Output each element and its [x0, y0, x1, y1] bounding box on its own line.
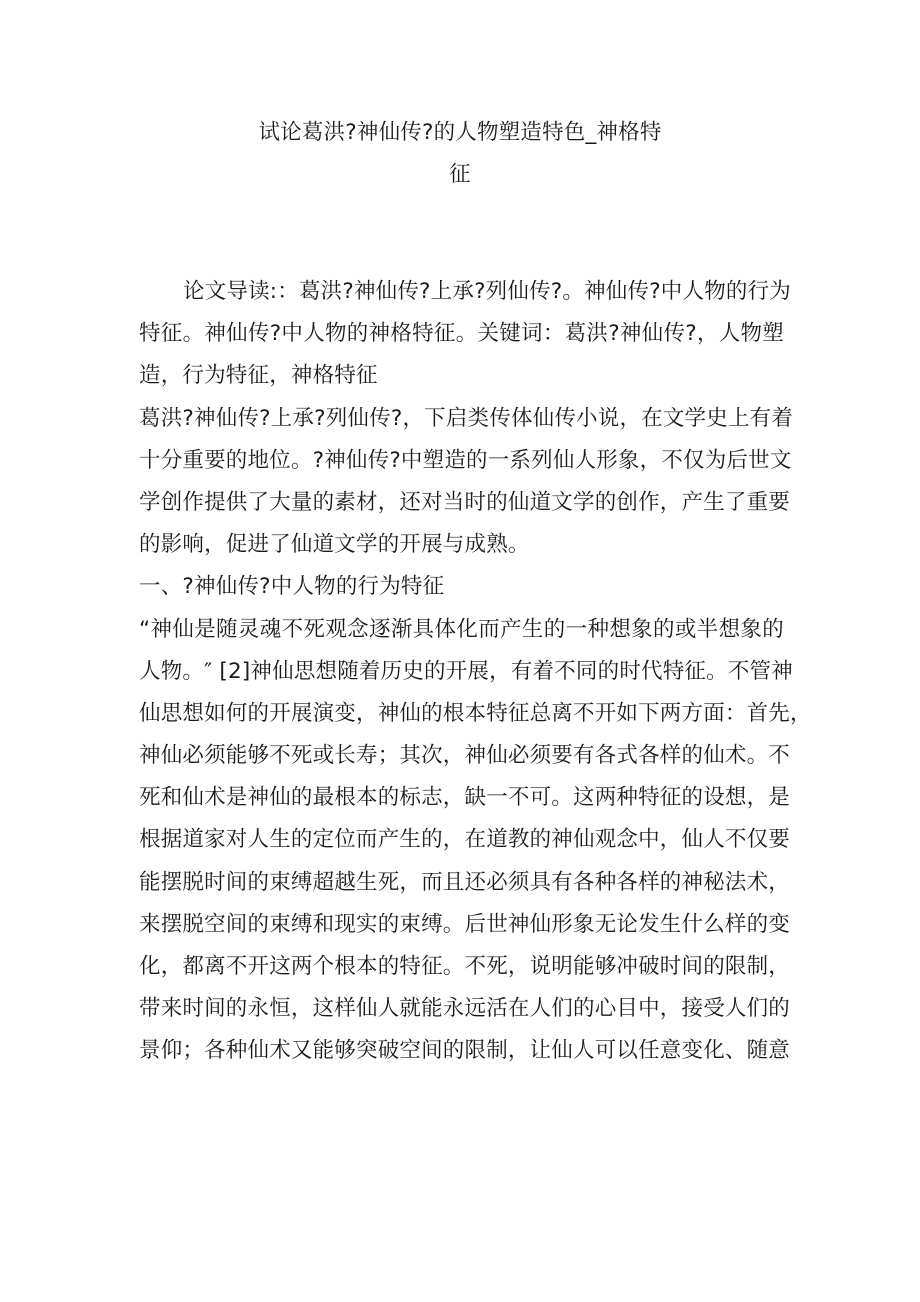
title-line: 征: [449, 162, 471, 188]
document-title: [100, 112, 820, 196]
document-body: [139, 271, 812, 1073]
section-line: 化，都离不开这两个根本的特征。不死，说明能够冲破时间的限制，: [139, 954, 791, 979]
section-paragraph: [139, 609, 812, 1073]
section-line: 景仰；各种仙术又能够突破空间的限制，让仙人可以任意变化、随意: [139, 1038, 791, 1064]
intro-paragraph: [139, 398, 794, 567]
intro-line: 十分重要的地位。?神仙传?中塑造的一系列仙人形象，不仅为后世文: [139, 447, 792, 473]
section-line: 带来时间的永恒，这样仙人就能永远活在人们的心目中，接受人们的: [139, 996, 791, 1022]
section-line: 仙思想如何的开展演变，神仙的根本特征总离不开如下两方面：首先，: [139, 700, 812, 726]
section-line: 来摆脱空间的束缚和现实的束缚。后世神仙形象无论发生什么样的变: [139, 911, 791, 937]
title-line: 试论葛洪?神仙传?的人物塑造特色_神格特: [258, 120, 662, 145]
intro-line: 的影响，促进了仙道文学的开展与成熟。: [139, 532, 530, 558]
section-line: 根据道家对人生的定位而产生的，在道教的神仙观念中，仙人不仅要: [139, 827, 791, 853]
section-line: 神仙必须能够不死或长寿；其次，神仙必须要有各式各样的仙术。不: [139, 743, 791, 769]
section-line: 能摆脱时间的束缚超越生死，而且还必须具有各种各样的神秘法术，: [139, 869, 791, 895]
intro-line: 学创作提供了大量的素材，还对当时的仙道文学的创作，产生了重要: [139, 489, 791, 515]
section-line: “神仙是随灵魂不死观念逐渐具体化而产生的一种想象的或半想象的: [139, 616, 784, 642]
abstract-line: 论文导读:：葛洪?神仙传?上承?列仙传?。神仙传?中人物的行为: [183, 279, 792, 304]
abstract-paragraph: [139, 271, 792, 398]
section-line: 死和仙术是神仙的最根本的标志，缺一不可。这两种特征的设想，是: [139, 785, 791, 811]
section-heading: 一、?神仙传?中人物的行为特征: [139, 574, 445, 600]
intro-line: 葛洪?神仙传?上承?列仙传?，下启类传体仙传小说，在文学史上有着: [139, 405, 794, 431]
section-line: 人物。″ [2]神仙思想随着历史的开展，有着不同的时代特征。不管神: [139, 658, 793, 684]
abstract-line: 造，行为特征，神格特征: [139, 363, 378, 389]
abstract-line: 特征。神仙传?中人物的神格特征。关键词：葛洪?神仙传?，人物塑: [139, 321, 784, 347]
